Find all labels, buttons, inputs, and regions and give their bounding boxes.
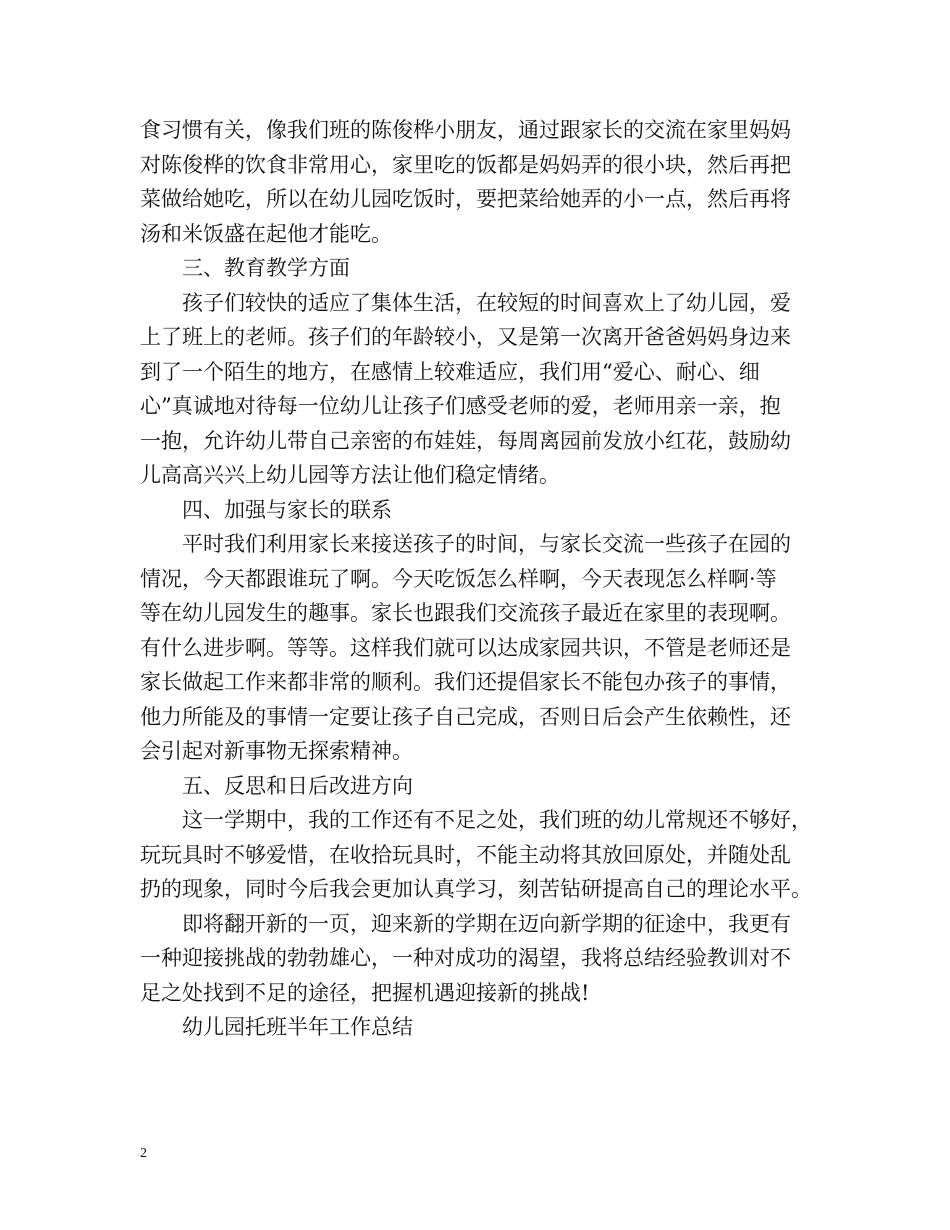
text-line: 一种迎接挑战的勃勃雄心，一种对成功的渴望，我将总结经验教训对不 bbox=[140, 946, 791, 970]
paragraph bbox=[140, 527, 822, 769]
text-line: 到了一个陌生的地方，在感情上较难适应，我们用“爱心、耐心、细 bbox=[140, 359, 760, 384]
text-line: 即将翻开新的一页，迎来新的学期在迈向新学期的征途中，我更有 bbox=[182, 911, 791, 936]
document-body bbox=[140, 113, 822, 1045]
text-line: 会引起对新事物无探索精神。 bbox=[140, 739, 413, 763]
text-line: 对陈俊桦的饮食非常用心，家里吃的饭都是妈妈弄的很小块，然后再把 bbox=[140, 152, 791, 177]
paragraph bbox=[140, 286, 822, 493]
text-line: 四、加强与家长的联系 bbox=[182, 497, 392, 522]
page-number: 2 bbox=[140, 1146, 147, 1161]
text-line: 这一学期中，我的工作还有不足之处，我们班的幼儿常规还不够好， bbox=[182, 808, 812, 832]
text-line: 平时我们利用家长来接送孩子的时间，与家长交流一些孩子在园的 bbox=[182, 532, 791, 556]
paragraph bbox=[140, 251, 822, 286]
text-line: 三、教育教学方面 bbox=[182, 256, 350, 280]
text-line: 幼儿园托班半年工作总结 bbox=[182, 1015, 413, 1039]
text-line: 情况，今天都跟谁玩了啊。今天吃饭怎么样啊，今天表现怎么样啊·等 bbox=[140, 566, 777, 591]
text-line: 汤和米饭盛在起他才能吃。 bbox=[140, 221, 392, 246]
paragraph bbox=[140, 493, 822, 528]
text-line: 食习惯有关，像我们班的陈俊桦小朋友，通过跟家长的交流在家里妈妈 bbox=[140, 118, 791, 142]
text-line: 他力所能及的事情一定要让孩子自己完成，否则日后会产生依赖性，还 bbox=[140, 704, 791, 729]
paragraph bbox=[140, 113, 822, 251]
paragraph bbox=[140, 907, 822, 1011]
paragraph bbox=[140, 1010, 822, 1045]
paragraph bbox=[140, 769, 822, 804]
text-line: 家长做起工作来都非常的顺利。我们还提倡家长不能包办孩子的事情， bbox=[140, 670, 791, 694]
text-line: 玩玩具时不够爱惜，在收拾玩具时，不能主动将其放回原处，并随处乱 bbox=[140, 842, 791, 867]
text-line: 一抱，允许幼儿带自己亲密的布娃娃，每周离园前发放小红花，鼓励幼 bbox=[140, 428, 791, 453]
text-line: 心”真诚地对待每一位幼儿让孩子们感受老师的爱，老师用亲一亲，抱 bbox=[140, 394, 781, 418]
text-line: 等在幼儿园发生的趣事。家长也跟我们交流孩子最近在家里的表现啊。 bbox=[140, 601, 791, 625]
text-line: 儿高高兴兴上幼儿园等方法让他们稳定情绪。 bbox=[140, 463, 560, 487]
text-line: 足之处找到不足的途径，把握机遇迎接新的挑战! bbox=[140, 980, 590, 1005]
paragraph bbox=[140, 803, 822, 907]
text-line: 扔的现象，同时今后我会更加认真学习，刻苦钻研提高自己的理论水平。 bbox=[140, 877, 812, 901]
text-line: 五、反思和日后改进方向 bbox=[182, 773, 413, 798]
text-line: 上了班上的老师。孩子们的年龄较小，又是第一次离开爸爸妈妈身边来 bbox=[140, 325, 791, 349]
text-line: 孩子们较快的适应了集体生活，在较短的时间喜欢上了幼儿园，爱 bbox=[182, 290, 791, 315]
text-line: 菜做给她吃，所以在幼儿园吃饭时，要把菜给她弄的小一点，然后再将 bbox=[140, 187, 791, 211]
text-line: 有什么进步啊。等等。这样我们就可以达成家园共识，不管是老师还是 bbox=[140, 635, 791, 660]
